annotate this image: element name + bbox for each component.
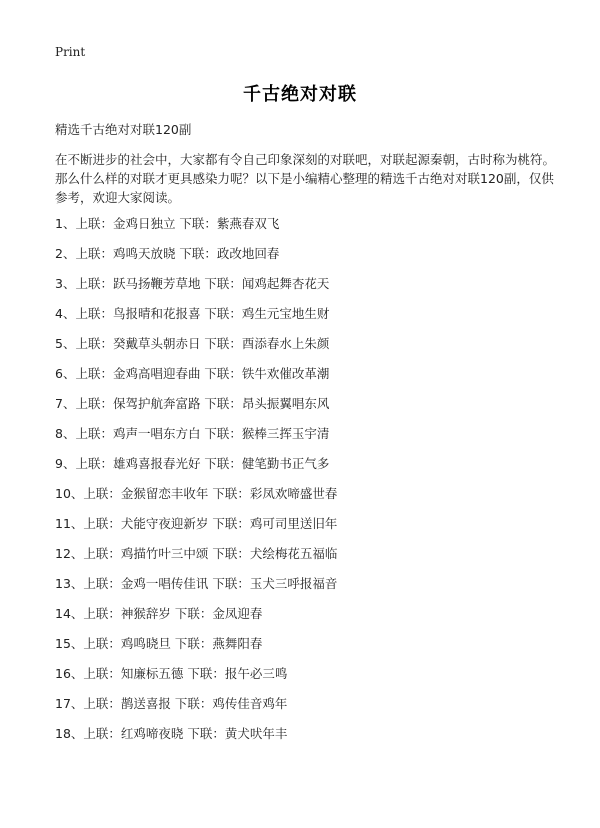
couplet-item: 11、上联：犬能守夜迎新岁 下联：鸡可司里送旧年 — [55, 516, 338, 531]
couplet-item: 18、上联：红鸡啼夜晓 下联：黄犬吠年丰 — [55, 726, 288, 741]
couplet-item: 12、上联：鸡描竹叶三中颂 下联：犬绘梅花五福临 — [55, 546, 338, 561]
page-title: 千古绝对对联 — [243, 84, 357, 105]
couplet-item: 5、上联：癸戴草头朝赤日 下联：酉添春水上朱颜 — [55, 336, 330, 351]
couplet-item: 8、上联：鸡声一唱东方白 下联：猴棒三挥玉宇清 — [55, 426, 330, 441]
couplet-item: 9、上联：雄鸡喜报春光好 下联：健笔勤书正气多 — [55, 456, 330, 471]
couplet-item: 17、上联：鹊送喜报 下联：鸡传佳音鸡年 — [55, 696, 288, 711]
couplet-item: 14、上联：神猴辞岁 下联：金凤迎春 — [55, 606, 263, 621]
couplet-item: 7、上联：保驾护航奔富路 下联：昂头振翼唱东风 — [55, 396, 330, 411]
couplet-item: 2、上联：鸡鸣天放晓 下联：政改地回春 — [55, 246, 280, 261]
intro-paragraph: 在不断进步的社会中，大家都有令自己印象深刻的对联吧，对联起源秦朝，古时称为桃符。那么什么样的对联才更具感染力呢？以下是小编精心整理的精选千古绝对对联120副，仅供参考，欢迎大家阅读。 — [55, 152, 556, 205]
couplet-item: 16、上联：知廉标五德 下联：报午必三鸣 — [55, 666, 288, 681]
couplet-item: 13、上联：金鸡一唱传佳讯 下联：玉犬三呼报福音 — [55, 576, 338, 591]
couplet-item: 10、上联：金猴留恋丰收年 下联：彩凤欢啼盛世春 — [55, 486, 338, 501]
couplet-item: 6、上联：金鸡高唱迎春曲 下联：铁牛欢催改革潮 — [55, 366, 330, 381]
print-link[interactable]: Print — [55, 45, 86, 59]
couplet-item: 15、上联：鸡鸣晓旦 下联：燕舞阳春 — [55, 636, 263, 651]
couplet-item: 4、上联：鸟报晴和花报喜 下联：鸡生元宝地生财 — [55, 306, 330, 321]
article-subtitle: 精选千古绝对对联120副 — [55, 122, 192, 137]
couplet-item: 3、上联：跃马扬鞭芳草地 下联：闻鸡起舞杏花天 — [55, 276, 330, 291]
couplet-list — [55, 214, 337, 754]
couplet-item: 1、上联：金鸡日独立 下联：紫燕春双飞 — [55, 216, 280, 231]
